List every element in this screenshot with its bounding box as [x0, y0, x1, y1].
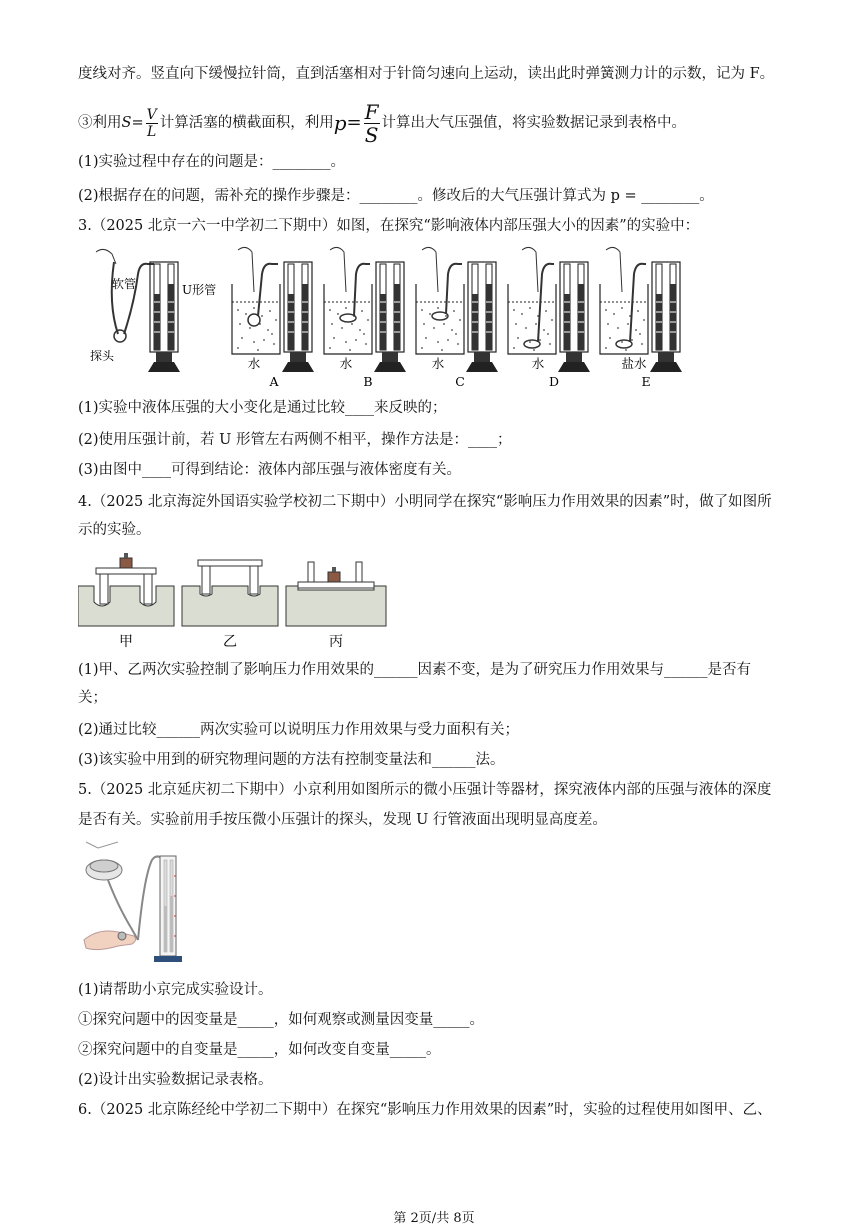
- math-symbol: S: [121, 115, 132, 131]
- math-symbol: p: [333, 111, 347, 135]
- math-operator: =: [346, 112, 362, 133]
- label-hose: 软管: [112, 277, 137, 291]
- formula-line: [78, 99, 687, 147]
- text-line: (1)实验过程中存在的问题是：________。: [78, 154, 346, 170]
- apparatus-letter: A: [269, 374, 279, 389]
- figure-label: 乙: [223, 634, 237, 650]
- text-line: (1)甲、乙两次实验控制了影响压力作用效果的______因素不变，是为了研究压力作用效果与______是否有: [78, 662, 752, 678]
- question-heading: 5.（2025 北京延庆初二下期中）小京利用如图所示的微小压强计等器材，探究液体内部的压强与液体的深度: [78, 782, 772, 798]
- fraction-denominator: L: [147, 123, 157, 140]
- text-line: (3)该实验中用到的研究物理问题的方法有控制变量法和______法。: [78, 752, 505, 768]
- pressure-effect-figure: [78, 550, 398, 650]
- label-probe: 探头: [90, 349, 115, 363]
- liquid-label: 水: [339, 356, 353, 371]
- figure-label: 甲: [119, 634, 133, 650]
- apparatus-letter: B: [363, 374, 373, 389]
- page-footer: 第 2页/共 8页: [393, 1211, 475, 1226]
- apparatus-letter: D: [548, 374, 560, 389]
- apparatus-c: [416, 247, 498, 372]
- text-span: 计算活塞的横截面积，利用: [159, 115, 334, 131]
- apparatus-letter: E: [641, 374, 651, 389]
- text-line: (2)使用压强计前，若 U 形管左右两侧不相平，操作方法是：____；: [78, 432, 512, 448]
- liquid-label: 盐水: [621, 356, 647, 371]
- text-span: ③利用: [78, 115, 122, 131]
- micro-gauge-figure: [78, 836, 218, 968]
- liquid-label: 水: [247, 356, 261, 371]
- text-line: ①探究问题中的因变量是_____，如何观察或测量因变量_____。: [78, 1012, 484, 1028]
- label-utube: U形管: [182, 283, 217, 297]
- text-line: (2)设计出实验数据记录表格。: [78, 1072, 273, 1088]
- pressure-gauge-figure: [78, 244, 698, 392]
- question-heading: 4.（2025 北京海淀外国语实验学校初二下期中）小明同学在探究“影响压力作用效果的因素”时，做了如图所: [78, 494, 772, 510]
- text-line: (2)根据存在的问题，需补充的操作步骤是：________。修改后的大气压强计算式为 p = ________。: [78, 188, 714, 204]
- text-line: 示的实验。: [78, 522, 151, 538]
- apparatus-b: [324, 247, 406, 372]
- text-line: 是否有关。实验前用手按压微小压强计的探头，发现 U 行管液面出现明显高度差。: [78, 812, 607, 828]
- apparatus-letter: C: [455, 374, 465, 389]
- fraction-denominator: S: [364, 122, 379, 147]
- apparatus-e: [600, 247, 682, 372]
- experiment-bing: [286, 562, 386, 626]
- liquid-label: 水: [531, 356, 545, 371]
- figure-label: 丙: [329, 634, 343, 650]
- experiment-jia: [78, 553, 174, 626]
- text-line: 度线对齐。竖直向下缓慢拉针筒，直到活塞相对于针筒匀速向上运动，读出此时弹簧测力计的示数，记为 F。: [78, 66, 775, 82]
- text-line: (1)实验中液体压强的大小变化是通过比较____来反映的；: [78, 400, 447, 416]
- apparatus-d: [508, 247, 590, 372]
- question-heading: 3.（2025 北京一六一中学初二下期中）如图，在探究“影响液体内部压强大小的因素”的实验中：: [78, 218, 700, 234]
- fraction-f-over-s: [364, 101, 380, 146]
- apparatus-a: [232, 247, 314, 372]
- text-line: (3)由图中____可得到结论：液体内部压强与液体密度有关。: [78, 462, 462, 478]
- fraction-v-over-l: [146, 107, 158, 140]
- question-heading: 6.（2025 北京陈经纶中学初二下期中）在探究“影响压力作用效果的因素”时，实验的过程使用如图甲、乙、: [78, 1102, 772, 1118]
- fraction-numerator: F: [364, 99, 379, 124]
- math-operator: =: [131, 115, 144, 131]
- fraction-numerator: V: [146, 106, 157, 123]
- text-line: 关；: [78, 690, 107, 706]
- text-line: (2)通过比较______两次实验可以说明压力作用效果与受力面积有关；: [78, 722, 520, 738]
- text-line: (1)请帮助小京完成实验设计。: [78, 982, 273, 998]
- experiment-yi: [182, 560, 278, 626]
- text-span: 计算出大气压强值，将实验数据记录到表格中。: [381, 115, 687, 131]
- text-line: ②探究问题中的自变量是_____，如何改变自变量_____。: [78, 1042, 441, 1058]
- liquid-label: 水: [431, 356, 445, 371]
